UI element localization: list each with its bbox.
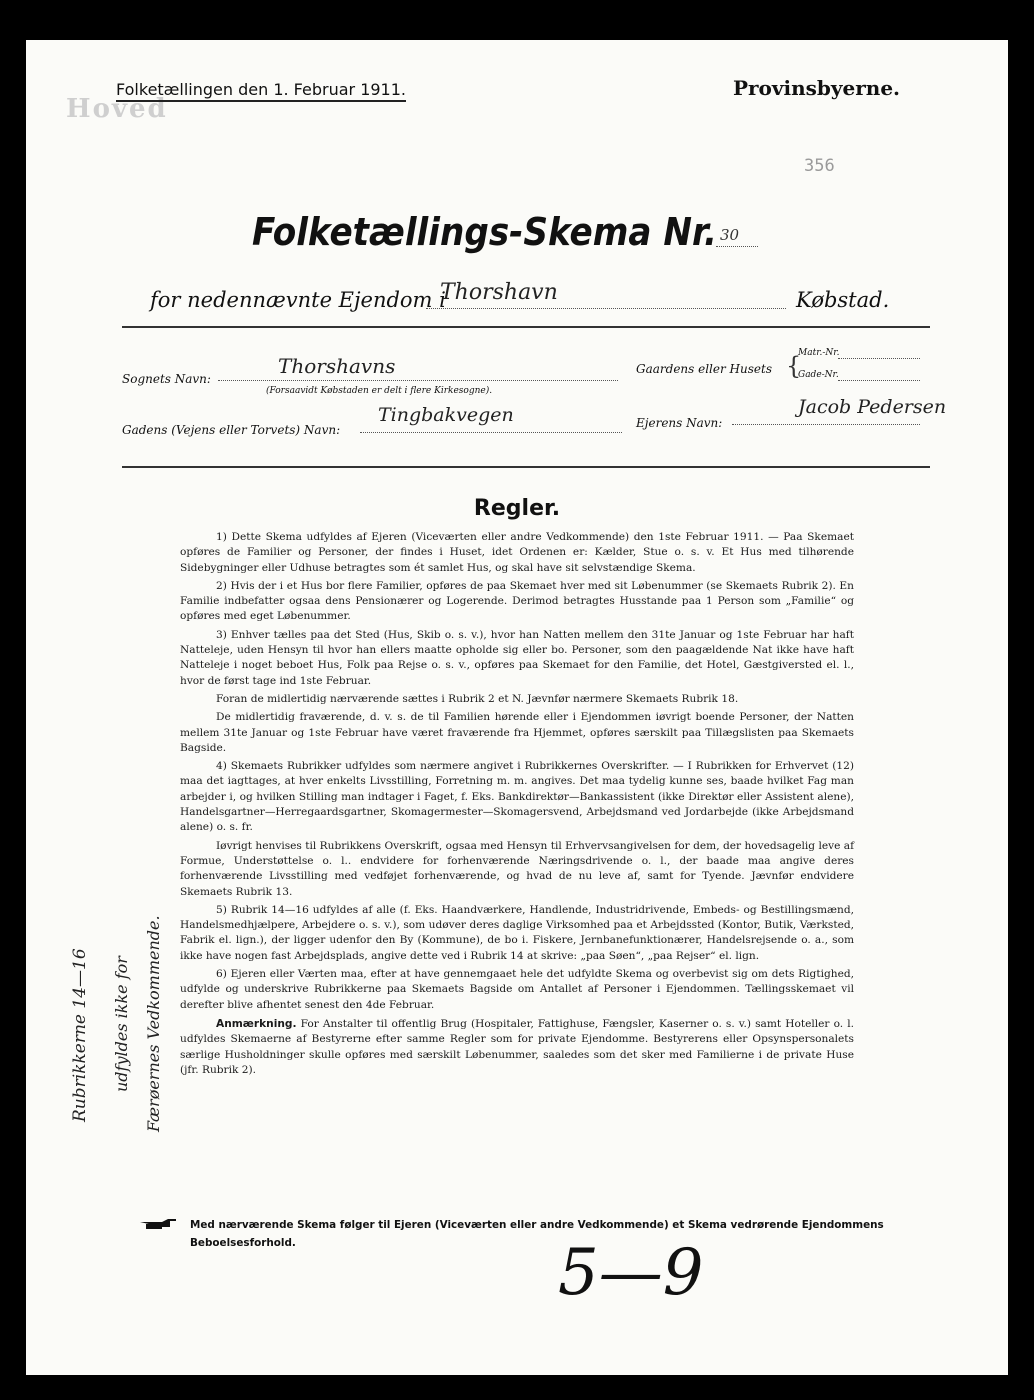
kobstad-label: Købstad. bbox=[796, 288, 890, 312]
form-title: Folketællings-Skema Nr. bbox=[252, 210, 717, 254]
side-note-line2: udfyldes ikke for bbox=[112, 956, 131, 1092]
pointing-hand-icon bbox=[140, 1218, 178, 1230]
town-line bbox=[426, 308, 786, 309]
property-line-prefix: for nedennævnte Ejendom i bbox=[150, 288, 446, 312]
annotation-text: For Anstalter til offentlig Brug (Hospitaler, Fattighuse, Fængsler, Kaserner o. s. v.) samt Hoteller o. l. udfyldes Skemaerne af Bestyrerne efter samme Regler som for private Ejendomme. Bestyrerens eller Opsynspersonalets særlige Husholdninger skulle opføres med særskilt Løbenummer, saaledes som det sker med Familierne i de private Huse (jfr. Rubrik 2). bbox=[180, 1017, 854, 1076]
rules-text bbox=[180, 530, 854, 1081]
gaard-label: Gaardens eller Husets bbox=[636, 362, 772, 376]
gade-line bbox=[360, 432, 622, 433]
census-date-header: Folketællingen den 1. Februar 1911. bbox=[116, 80, 406, 102]
annotation-label: Anmærkning. bbox=[216, 1017, 297, 1030]
gade-label: Gadens (Vejens eller Torvets) Navn: bbox=[122, 423, 341, 437]
gade-nr-label: Gade-Nr. bbox=[798, 370, 839, 380]
rule-paragraph: 2) Hvis der i et Hus bor flere Familier, opføres de paa Skemaet hver med sit Løbenummer (se Skemaets Rubrik 2). En Familie indbefatter ogsaa dens Pensionærer og Logerende. Derimod betragtes Husstande paa 1 Person som „Familie“ og opføres med eget Løbenummer. bbox=[180, 579, 854, 623]
ejer-line bbox=[732, 424, 920, 425]
sogn-handwritten: Thorshavns bbox=[278, 354, 396, 378]
matr-line bbox=[838, 358, 920, 359]
gade-nr-line bbox=[838, 380, 920, 381]
rule-paragraph: 3) Enhver tælles paa det Sted (Hus, Skib o. s. v.), hvor han Natten mellem den 31te Januar og 1ste Februar har haft Natteleje, uden Hensyn til hvor han ellers maatte opholde sig eller bo. Personer, som den paagældende Nat ikke have haft Natteleje i noget beboet Hus, Folk paa Rejse o. s. v., opføres paa Skemaet for den Familie, det Hotel, Gæstgiversted el. l., hvor de først tage ind 1ste Februar. bbox=[180, 628, 854, 687]
handwritten-number: 5—9 bbox=[558, 1236, 704, 1310]
census-form-page bbox=[26, 40, 1008, 1375]
top-rule bbox=[122, 326, 930, 328]
ejer-label: Ejerens Navn: bbox=[636, 416, 723, 430]
sogn-line bbox=[218, 380, 618, 381]
rules-heading: Regler. bbox=[473, 496, 561, 521]
faded-stamp: Hoved bbox=[66, 94, 168, 124]
rule-paragraph: 1) Dette Skema udfyldes af Ejeren (Viceværten eller andre Vedkommende) den 1ste Februar 1911. — Paa Skemaet opføres de Familier og Personer, der findes i Huset, idet Ordenen er: Kælder, Stue o. s. v. Et Hus med tilhørende Sidebygninger eller Udhuse betragtes som ét samlet Hus, og skal have sit selvstændige Skema. bbox=[180, 531, 854, 574]
gade-handwritten: Tingbakvegen bbox=[378, 404, 514, 426]
side-note-line3: Færøernes Vedkommende. bbox=[144, 915, 163, 1132]
ejer-handwritten: Jacob Pedersen bbox=[798, 396, 947, 418]
annotation-paragraph bbox=[180, 1017, 854, 1078]
town-handwritten: Thorshavn bbox=[440, 280, 558, 305]
brace-glyph: { bbox=[786, 352, 802, 380]
rule-paragraph: 5) Rubrik 14—16 udfyldes af alle (f. Eks. Haandværkere, Handlende, Industridrivende, Embeds- og Bestillingsmænd, Handelsmedhjælpere, Arbejdere o. s. v.), som udøver deres daglige Virksomhed paa et Arbejdssted (Kontor, Butik, Værksted, Fabrik el. lign.), der ligger udenfor den By (Kommune), de bo i. Fiskere, Jernbanefunktionærer, Handelsrejsende o. a., som ikke have nogen fast Arbejdsplads, angive dette ved i Rubrik 14 at skrive: „paa Søen“, „paa Rejser“ el. lign. bbox=[180, 903, 854, 962]
mid-rule bbox=[122, 466, 930, 468]
rule-paragraph: 6) Ejeren eller Værten maa, efter at have gennemgaaet hele det udfyldte Skema og overbevist sig om dets Rigtighed, udfylde og underskrive Rubrikkerne paa Skemaets Bagside om Antallet af Personer i Ejendommen. Tællingsskemaet vil derefter blive afhentet senest den 4de Februar. bbox=[180, 968, 854, 1011]
rule-paragraph: Iøvrigt henvises til Rubrikkens Overskrift, ogsaa med Hensyn til Erhvervsangivelsen for dem, der hovedsagelig leve af Formue, Understøttelse o. l.. endvidere for forhenværende Næringsdrivende o. l., der baade maa angive deres forhenværende Livsstilling med vedføjet forhenværende, og hvad de nu leve af, samt for Tyende. Jævnfør endvidere Skemaets Rubrik 13. bbox=[180, 839, 854, 898]
rule-paragraph: De midlertidig fraværende, d. v. s. de til Familien hørende eller i Ejendommen iøvrigt boende Personer, der Natten mellem 31te Januar og 1ste Februar have været fraværende fra Hjemmet, opføres særskilt paa Tillægslisten paa Skemaets Bagside. bbox=[180, 711, 854, 754]
sogn-label: Sognets Navn: bbox=[122, 372, 211, 386]
side-note-line1: Rubrikkerne 14—16 bbox=[70, 948, 90, 1122]
matr-label: Matr.-Nr. bbox=[798, 348, 840, 358]
rule-paragraph: 4) Skemaets Rubrikker udfyldes som nærmere angivet i Rubrikkernes Overskrifter. — I Rubrikken for Erhvervet (12) maa det iagttages, at hver enkelts Livsstilling, Forretning m. m. angives. Det maa tydelig kunne ses, baade hvilket Fag man arbejder i, og hvilken Stilling man indtager i Faget, f. Eks. Bankdirektør—Bankassistent (ikke Direktør eller Assistent alene), Handelsgartner—Herregaardsgartner, Skomagermester—Skomagersvend, Arbejdsmand ved Jordarbejde (ikke Arbejdsmand alene) o. s. fr. bbox=[180, 760, 854, 834]
region-header: Provinsbyerne. bbox=[732, 76, 900, 100]
footer-note: Med nærværende Skema følger til Ejeren (Viceværten eller andre Vedkommende) et Skema vedrørende Ejendommens Beboelsesforhold. bbox=[190, 1219, 884, 1249]
form-number-line bbox=[716, 246, 758, 247]
pencil-number: 356 bbox=[804, 156, 835, 176]
rule-paragraph: Foran de midlertidig nærværende sættes i Rubrik 2 et N. Jævnfør nærmere Skemaets Rubrik 18. bbox=[216, 692, 739, 705]
sogn-note: (Forsaavidt Købstaden er delt i flere Kirkesogne). bbox=[266, 386, 493, 396]
form-number-handwritten: 30 bbox=[720, 226, 740, 244]
